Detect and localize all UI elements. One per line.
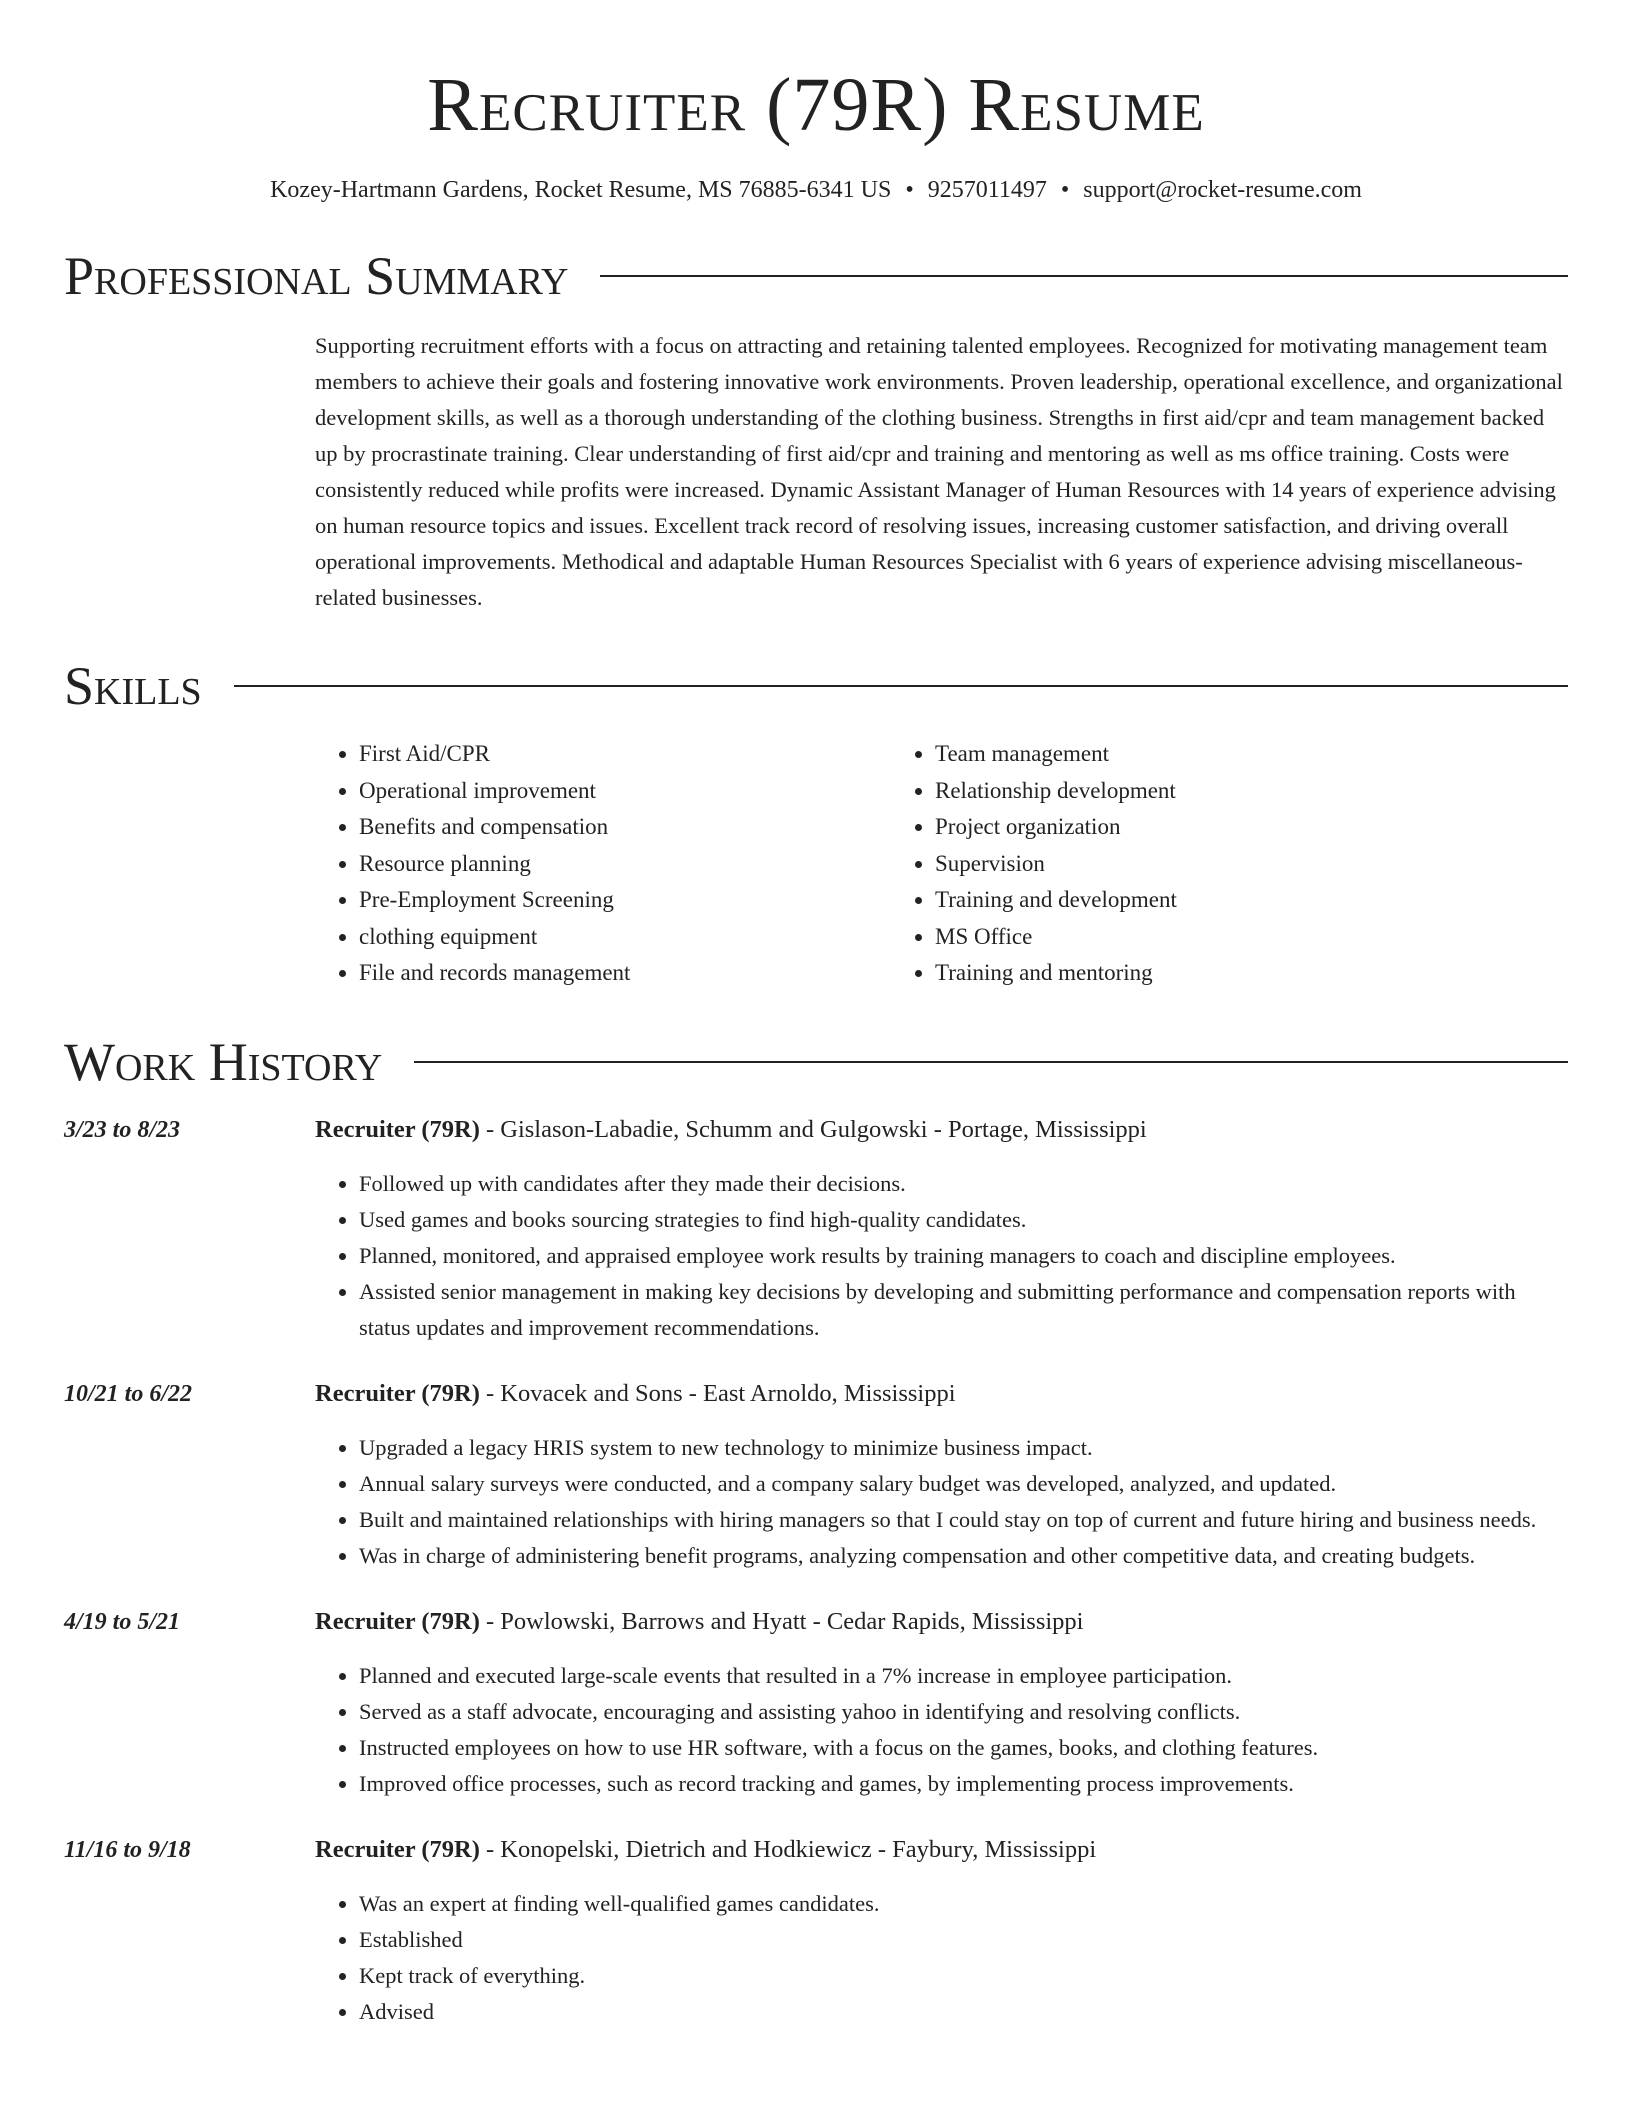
job-headline — [315, 1376, 1568, 1412]
job-body — [315, 1112, 1568, 1346]
job-headline — [315, 1604, 1568, 1640]
job-role: Recruiter (79R) — [315, 1115, 480, 1143]
skill-item: • File and records management — [359, 955, 891, 992]
job-entry — [64, 1112, 1568, 1346]
skills-section-header — [64, 656, 1568, 716]
contact-separator: • — [1060, 177, 1070, 203]
contact-email: support@rocket-resume.com — [1083, 177, 1362, 203]
job-entry — [64, 1376, 1568, 1574]
job-bullet: • Established — [359, 1922, 1568, 1958]
job-employer: - Konopelski, Dietrich and Hodkiewicz - Faybury, Mississippi — [479, 1835, 1097, 1863]
job-bullet: • Was an expert at finding well-qualified games candidates. — [359, 1886, 1568, 1922]
job-dates: 3/23 to 8/23 — [64, 1116, 181, 1143]
job-bullet: • Served as a staff advocate, encouraging and assisting yahoo in identifying and resolving conflicts. — [359, 1694, 1568, 1730]
job-bullet: • Planned and executed large-scale events that resulted in a 7% increase in employee participation. — [359, 1658, 1568, 1694]
work-history-heading: Work History — [64, 1031, 383, 1092]
skill-item: • Training and mentoring — [935, 955, 1467, 992]
skill-item: • Training and development — [935, 882, 1467, 919]
job-body — [315, 1832, 1568, 2030]
job-bullets — [315, 1658, 1568, 1802]
skills-column-left — [315, 736, 891, 992]
contact-phone: 9257011497 — [927, 177, 1047, 203]
work-history-list — [64, 1112, 1568, 2030]
summary-section-header — [64, 246, 1568, 306]
skills-list — [315, 736, 1568, 992]
job-bullets — [315, 1886, 1568, 2030]
skill-item: • Pre-Employment Screening — [359, 882, 891, 919]
job-bullets — [315, 1430, 1568, 1574]
section-divider — [600, 275, 1568, 277]
job-headline — [315, 1832, 1568, 1868]
contact-address: Kozey-Hartmann Gardens, Rocket Resume, MS 76885-6341 US — [270, 177, 892, 203]
job-bullet: • Built and maintained relationships with hiring managers so that I could stay on top of current and future hiring and business needs. — [359, 1502, 1568, 1538]
job-entry — [64, 1604, 1568, 1802]
contact-line — [64, 174, 1568, 206]
skills-heading: Skills — [64, 656, 202, 716]
job-dates: 11/16 to 9/18 — [64, 1836, 191, 1863]
job-bullet: • Planned, monitored, and appraised employee work results by training managers to coach and discipline employees. — [359, 1238, 1568, 1274]
job-employer: - Powlowski, Barrows and Hyatt - Cedar Rapids, Mississippi — [479, 1607, 1084, 1635]
job-bullets — [315, 1166, 1568, 1346]
skill-item: • clothing equipment — [359, 919, 891, 956]
skill-item: • Team management — [935, 736, 1467, 773]
job-dates: 10/21 to 6/22 — [64, 1380, 193, 1407]
job-headline — [315, 1112, 1568, 1148]
summary-heading: Professional Summary — [64, 246, 569, 306]
summary-text: Supporting recruitment efforts with a focus on attracting and retaining talented employees. Recognized for motivating management team members to achieve their goals and fostering innovative work environments. Proven leadership, operational excellence, and organizational development skills, as well as a thorough understanding of the clothing business. Strengths in first aid/cpr and team management backed up by procrastinate training. Clear understanding of first aid/cpr and training and mentoring as well as ms office training. Costs were consistently reduced while profits were increased. Dynamic Assistant Manager of Human Resources with 14 years of experience advising on human resource topics and issues. Excellent track record of resolving issues, increasing customer satisfaction, and driving overall operational improvements. Methodical and adaptable Human Resources Specialist with 6 years of experience advising miscellaneous-related businesses. — [315, 333, 1563, 610]
job-role: Recruiter (79R) — [315, 1379, 480, 1407]
skill-item: • Resource planning — [359, 846, 891, 883]
resume-title: Recruiter (79R) Resume — [427, 63, 1205, 147]
section-divider — [234, 685, 1568, 687]
job-role: Recruiter (79R) — [315, 1835, 480, 1863]
section-divider — [414, 1061, 1568, 1063]
job-body — [315, 1376, 1568, 1574]
job-dates: 4/19 to 5/21 — [64, 1608, 181, 1635]
job-bullet: • Used games and books sourcing strategies to find high-quality candidates. — [359, 1202, 1568, 1238]
job-body — [315, 1604, 1568, 1802]
skill-item: • Benefits and compensation — [359, 809, 891, 846]
job-bullet: • Kept track of everything. — [359, 1958, 1568, 1994]
skill-item: • MS Office — [935, 919, 1467, 956]
job-role: Recruiter (79R) — [315, 1607, 480, 1635]
skills-column-right — [891, 736, 1467, 992]
skill-item: • Relationship development — [935, 773, 1467, 810]
skill-item: • Supervision — [935, 846, 1467, 883]
job-bullet: • Assisted senior management in making key decisions by developing and submitting performance and compensation reports with status updates and improvement recommendations. — [359, 1274, 1568, 1346]
contact-separator: • — [905, 177, 914, 203]
job-bullet: • Was in charge of administering benefit programs, analyzing compensation and other competitive data, and creating budgets. — [359, 1538, 1568, 1574]
job-bullet: • Annual salary surveys were conducted, and a company salary budget was developed, analyzed, and updated. — [359, 1466, 1568, 1502]
job-entry — [64, 1832, 1568, 2030]
skill-item: • Project organization — [935, 809, 1467, 846]
skill-item: • First Aid/CPR — [359, 736, 891, 773]
skill-item: • Operational improvement — [359, 773, 891, 810]
work-history-section-header — [64, 1032, 1568, 1092]
job-bullet: • Improved office processes, such as record tracking and games, by implementing process improvements. — [359, 1766, 1568, 1802]
job-employer: - Kovacek and Sons - East Arnoldo, Mississippi — [479, 1379, 956, 1407]
job-bullet: • Advised — [359, 1994, 1568, 2030]
job-bullet: • Upgraded a legacy HRIS system to new technology to minimize business impact. — [359, 1430, 1568, 1466]
job-bullet: • Instructed employees on how to use HR software, with a focus on the games, books, and clothing features. — [359, 1730, 1568, 1766]
job-employer: - Gislason-Labadie, Schumm and Gulgowski - Portage, Mississippi — [479, 1115, 1147, 1143]
job-bullet: • Followed up with candidates after they made their decisions. — [359, 1166, 1568, 1202]
